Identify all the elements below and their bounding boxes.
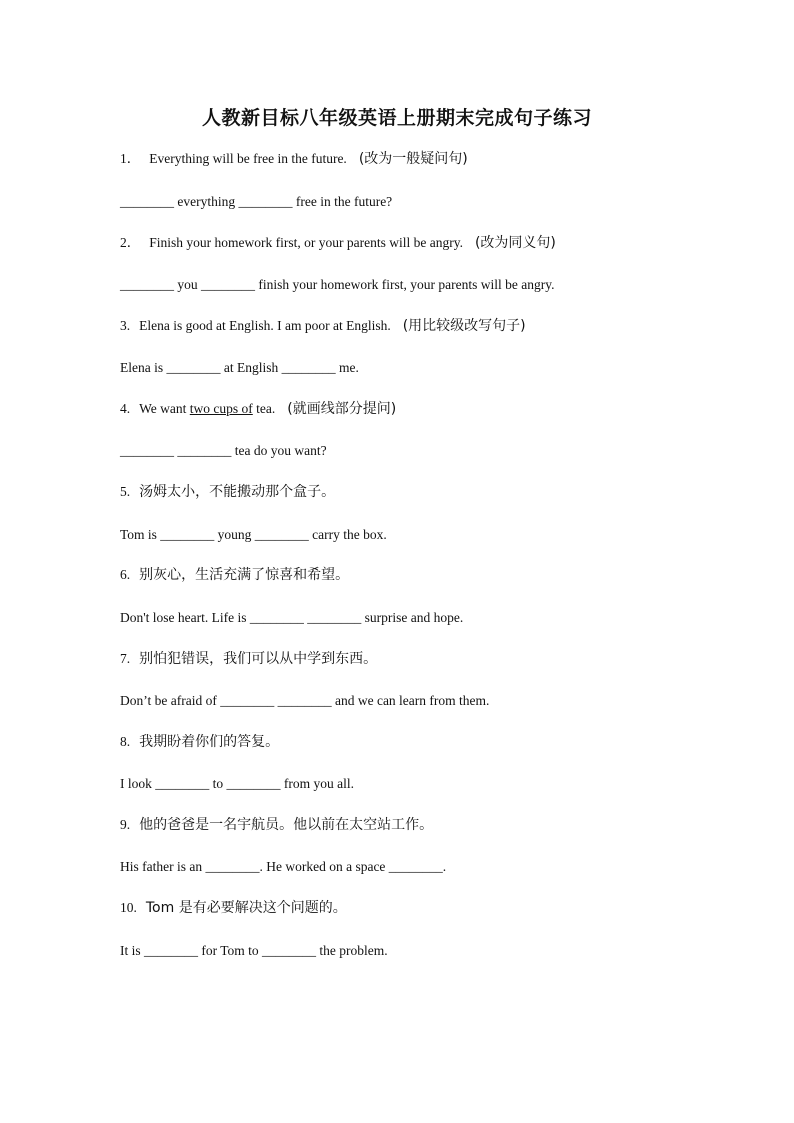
question-number: 6. <box>120 567 131 582</box>
question-number: 9. <box>120 817 131 832</box>
answer-line-3: Elena is ________ at English ________ me. <box>120 360 359 375</box>
question-1 <box>120 150 760 168</box>
chinese-prompt: 汤姆太小，不能搬动那个盒子。 <box>139 484 336 500</box>
page-title: 人教新目标八年级英语上册期末完成句子练习 <box>201 107 592 129</box>
answer-line-8: I look ________ to ________ from you all. <box>120 776 354 791</box>
question-3 <box>120 317 760 335</box>
question-9 <box>120 816 760 834</box>
question-text: Everything will be free in the future. <box>149 151 347 166</box>
question-2 <box>120 234 760 252</box>
chinese-prompt: 他的爸爸是一名宇航员。他以前在太空站工作。 <box>139 817 434 833</box>
question-text-post: tea. <box>252 401 276 416</box>
instruction-note: (改为一般疑问句) <box>358 151 468 167</box>
question-number: 3. <box>120 318 131 333</box>
answer-line-7: Don’t be afraid of ________ ________ and we can learn from them. <box>120 693 490 708</box>
chinese-prompt: 我期盼着你们的答复。 <box>139 734 280 750</box>
question-number: 10. <box>120 900 137 915</box>
question-text: Finish your homework first, or your parents will be angry. <box>149 235 463 250</box>
question-number: 1． <box>120 151 141 166</box>
question-7 <box>120 650 760 668</box>
question-number: 8. <box>120 734 131 749</box>
question-text-pre: We want <box>139 401 190 416</box>
underlined-phrase: two cups of <box>189 401 253 416</box>
question-8 <box>120 733 760 751</box>
instruction-note: (改为同义句) <box>474 235 556 251</box>
instruction-note: (就画线部分提问) <box>287 401 397 417</box>
question-number: 5. <box>120 484 131 499</box>
question-6 <box>120 566 760 584</box>
answer-line-5: Tom is ________ young ________ carry the box. <box>120 527 387 542</box>
answer-line-9: His father is an ________. He worked on a space ________. <box>120 859 447 874</box>
answer-line-1: ________ everything ________ free in the future? <box>120 194 393 209</box>
question-10 <box>120 899 760 917</box>
answer-line-2: ________ you ________ finish your homework first, your parents will be angry. <box>120 277 555 292</box>
question-5 <box>120 483 760 501</box>
question-4 <box>120 400 760 418</box>
question-number: 2． <box>120 235 141 250</box>
chinese-prompt: Tom 是有必要解决这个问题的。 <box>145 900 347 916</box>
question-number: 7. <box>120 651 131 666</box>
instruction-note: (用比较级改写句子) <box>402 318 526 334</box>
question-number: 4. <box>120 401 131 416</box>
chinese-prompt: 别怕犯错误，我们可以从中学到东西。 <box>139 651 378 667</box>
answer-line-4: ________ ________ tea do you want? <box>120 443 327 458</box>
answer-line-10: It is ________ for Tom to ________ the problem. <box>120 943 388 958</box>
chinese-prompt: 别灰心，生活充满了惊喜和希望。 <box>139 567 350 583</box>
answer-line-6: Don't lose heart. Life is ________ ________ surprise and hope. <box>120 610 464 625</box>
question-text: Elena is good at English. I am poor at English. <box>139 318 391 333</box>
